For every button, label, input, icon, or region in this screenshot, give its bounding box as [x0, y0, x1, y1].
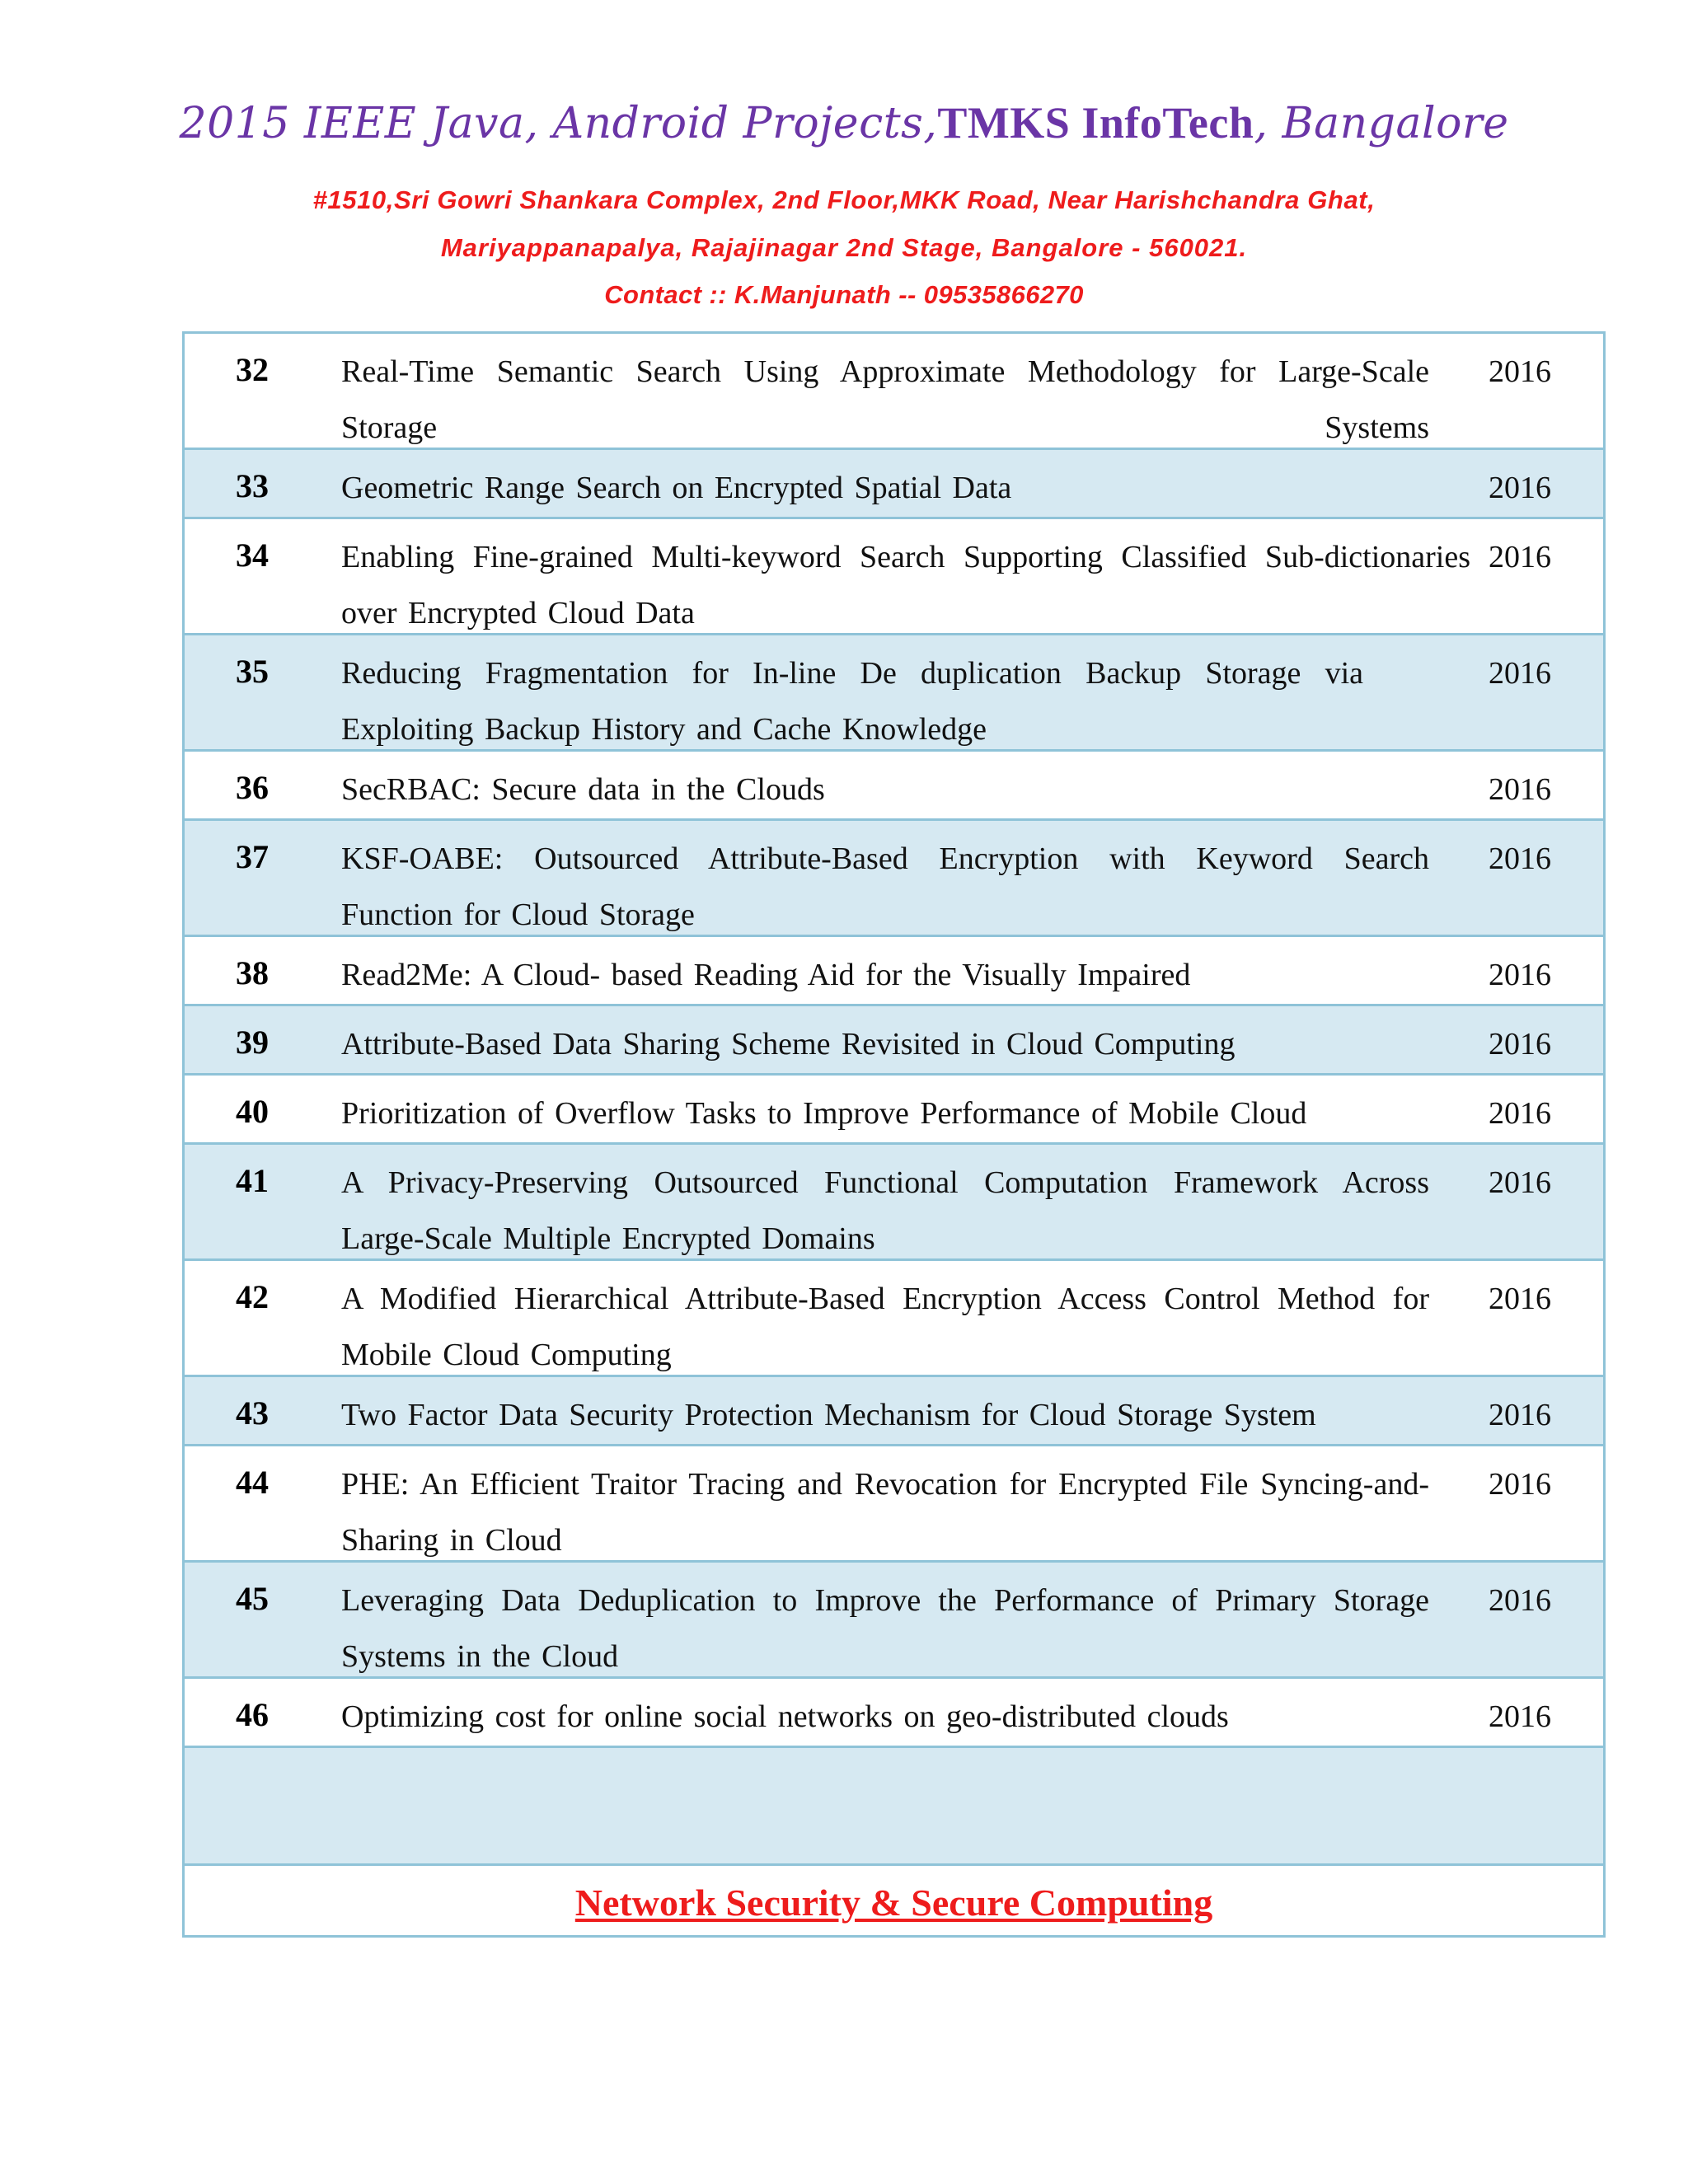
page-title-prefix: 2015 IEEE Java, Android Projects, — [179, 99, 938, 148]
project-title: Reducing Fragmentation for In-line De duplication Backup Storage via Exploiting Backup History and Cache Knowledge — [341, 656, 1363, 747]
project-year: 2016 — [1489, 1699, 1551, 1734]
section-heading-row — [185, 1866, 1603, 1935]
project-number: 34 — [236, 537, 269, 574]
project-year: 2016 — [1489, 1027, 1551, 1062]
table-row — [185, 1006, 1603, 1076]
project-year: 2016 — [1489, 540, 1551, 574]
table-row — [185, 1261, 1603, 1377]
project-title: A Modified Hierarchical Attribute-Based Encryption Access Control Method for Mobile Cloud Computing — [341, 1282, 1429, 1372]
table-row — [185, 1377, 1603, 1446]
project-title: Two Factor Data Security Protection Mechanism for Cloud Storage System — [341, 1398, 1316, 1432]
page-title-brand: TMKS InfoTech — [937, 98, 1254, 148]
project-year: 2016 — [1489, 958, 1551, 992]
project-number: 45 — [236, 1580, 269, 1617]
table-row — [185, 635, 1603, 752]
table-row — [185, 1446, 1603, 1563]
table-row — [185, 1145, 1603, 1261]
project-title: Read2Me: A Cloud- based Reading Aid for the Visually Impaired — [341, 958, 1191, 992]
project-number: 41 — [236, 1162, 269, 1199]
projects-table — [182, 331, 1606, 1938]
project-number: 39 — [236, 1024, 269, 1061]
project-title: PHE: An Efficient Traitor Tracing and Revocation for Encrypted File Syncing-and-Sharing in Cloud — [341, 1467, 1429, 1558]
project-year: 2016 — [1489, 1467, 1551, 1502]
project-year: 2016 — [1489, 1398, 1551, 1432]
address-line-2: Mariyappanapalya, Rajajinagar 2nd Stage, Bangalore - 560021. — [440, 233, 1248, 262]
project-title: SecRBAC: Secure data in the Clouds — [341, 772, 825, 807]
table-row — [185, 752, 1603, 821]
table-row — [185, 1563, 1603, 1679]
project-year: 2016 — [1489, 656, 1551, 691]
project-number: 38 — [236, 954, 269, 991]
project-year: 2016 — [1489, 354, 1551, 389]
project-number: 37 — [236, 838, 269, 875]
empty-table-row — [185, 1748, 1603, 1866]
project-title: Optimizing cost for online social networks on geo-distributed clouds — [341, 1699, 1229, 1734]
project-title: Real-Time Semantic Search Using Approximate Methodology for Large-Scale Storage Systems — [341, 354, 1429, 445]
project-year: 2016 — [1489, 1096, 1551, 1131]
table-row — [185, 334, 1603, 450]
project-number: 33 — [236, 467, 269, 504]
project-title: Leveraging Data Deduplication to Improve the Performance of Primary Storage Systems in the Cloud — [341, 1583, 1429, 1674]
section-title: Network Security & Secure Computing — [574, 1882, 1213, 1924]
page-title-suffix: , Bangalore — [1254, 99, 1509, 148]
project-title: Geometric Range Search on Encrypted Spatial Data — [341, 471, 1012, 505]
project-number: 32 — [236, 351, 269, 388]
project-title: Attribute-Based Data Sharing Scheme Revisited in Cloud Computing — [341, 1027, 1236, 1062]
table-row — [185, 1076, 1603, 1145]
table-row — [185, 821, 1603, 937]
table-row — [185, 519, 1603, 635]
address-line-1: #1510,Sri Gowri Shankara Complex, 2nd Floor,MKK Road, Near Harishchandra Ghat, — [312, 185, 1376, 214]
page-title — [0, 97, 1688, 148]
project-number: 46 — [236, 1696, 269, 1733]
project-year: 2016 — [1489, 1282, 1551, 1316]
project-number: 42 — [236, 1278, 269, 1315]
project-title: Enabling Fine-grained Multi-keyword Search Supporting Classified Sub-dictionaries over Encrypted Cloud Data — [341, 540, 1470, 630]
project-year: 2016 — [1489, 1165, 1551, 1200]
project-title: A Privacy-Preserving Outsourced Functional Computation Framework Across Large-Scale Multiple Encrypted Domains — [341, 1165, 1429, 1256]
project-number: 40 — [236, 1093, 269, 1130]
table-row — [185, 937, 1603, 1006]
project-number: 43 — [236, 1394, 269, 1432]
project-year: 2016 — [1489, 772, 1551, 807]
project-title: KSF-OABE: Outsourced Attribute-Based Encryption with Keyword Search Function for Cloud Storage — [341, 841, 1429, 932]
project-year: 2016 — [1489, 1583, 1551, 1618]
table-row — [185, 1679, 1603, 1748]
contact-line: Contact :: K.Manjunath -- 09535866270 — [604, 280, 1084, 309]
project-number: 44 — [236, 1464, 269, 1501]
project-year: 2016 — [1489, 841, 1551, 876]
table-row — [185, 450, 1603, 519]
project-year: 2016 — [1489, 471, 1551, 505]
project-number: 36 — [236, 769, 269, 806]
project-title: Prioritization of Overflow Tasks to Improve Performance of Mobile Cloud — [341, 1096, 1307, 1131]
project-number: 35 — [236, 653, 269, 690]
